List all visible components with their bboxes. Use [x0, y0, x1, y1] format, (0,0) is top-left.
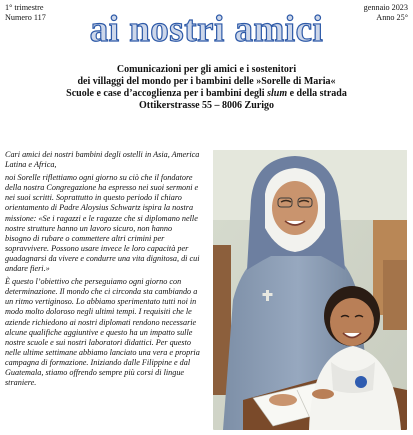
subhead-address: Ottikerstrasse 55 – 8006 Zurigo: [139, 100, 274, 111]
issue-year: Anno 25°: [376, 13, 408, 22]
subhead-line-2: dei villaggi del mondo per i bambini delle »Sorelle di Maria«: [77, 76, 336, 87]
issue-quarter: 1° trimestre: [5, 3, 44, 12]
subhead-line-3: [0, 88, 413, 100]
article-body: [5, 150, 200, 391]
subhead-line-3-b: e della strada: [287, 88, 347, 99]
article-paragraph-1: noi Sorelle riflettiamo ogni giorno su ciò che il fondatore della nostra Congregazione ha espresso nei suoi sermoni e nei suoi scritti. Soprattutto in questo periodo il chiaro orientamento di Padre Aloysius Schwartz ispira la nostra missione: «Se i ragazzi e le ragazze che si diplomano nelle nostre strutture hanno un lavoro sicuro, non hanno bisogno di rubare o commettere altri crimini per sopravvivere. Possono usare invece le loro capacità per guadagnarsi da vivere e condurre una vita dignitosa, di cui andare fieri.»: [5, 173, 200, 274]
masthead-title: ai nostri amici: [89, 9, 324, 50]
subhead-line-3-a: Scuole e case d’accoglienza per i bambini degli: [66, 88, 268, 99]
subhead-line-1: Comunicazioni per gli amici e i sostenitori: [116, 64, 297, 75]
article-greeting: Cari amici dei nostri bambini degli ostelli in Asia, America Latina e Africa,: [5, 150, 200, 170]
subhead-block: [0, 64, 413, 112]
issue-number: Numero 117: [5, 13, 46, 22]
nun-and-girl-photo: [213, 150, 407, 430]
subhead-line-3-italic: slum: [267, 88, 288, 99]
issue-date: gennaio 2023: [363, 3, 408, 12]
article-paragraph-2: È questo l’obiettivo che perseguiamo ogni giorno con determinazione. Il mondo che ci circonda sta cambiando a un ritmo vertiginoso. Lo abbiamo sperimentato tutti noi in modo molto doloroso negli ultimi tempi. I requisiti che le aziende richiedono ai nostri diplomati rendono necessarie alcune qualifiche aggiuntive e questo ha un impatto sulle nostre scuole e sui nostri laboratori didattici. Per questo nelle ultime settimane abbiamo lanciato una vera e propria campagna di formazione. Iniziando dalle Filippine e dal Guatemala, stiamo offrendo sempre più corsi di lingue straniere.: [5, 277, 200, 388]
